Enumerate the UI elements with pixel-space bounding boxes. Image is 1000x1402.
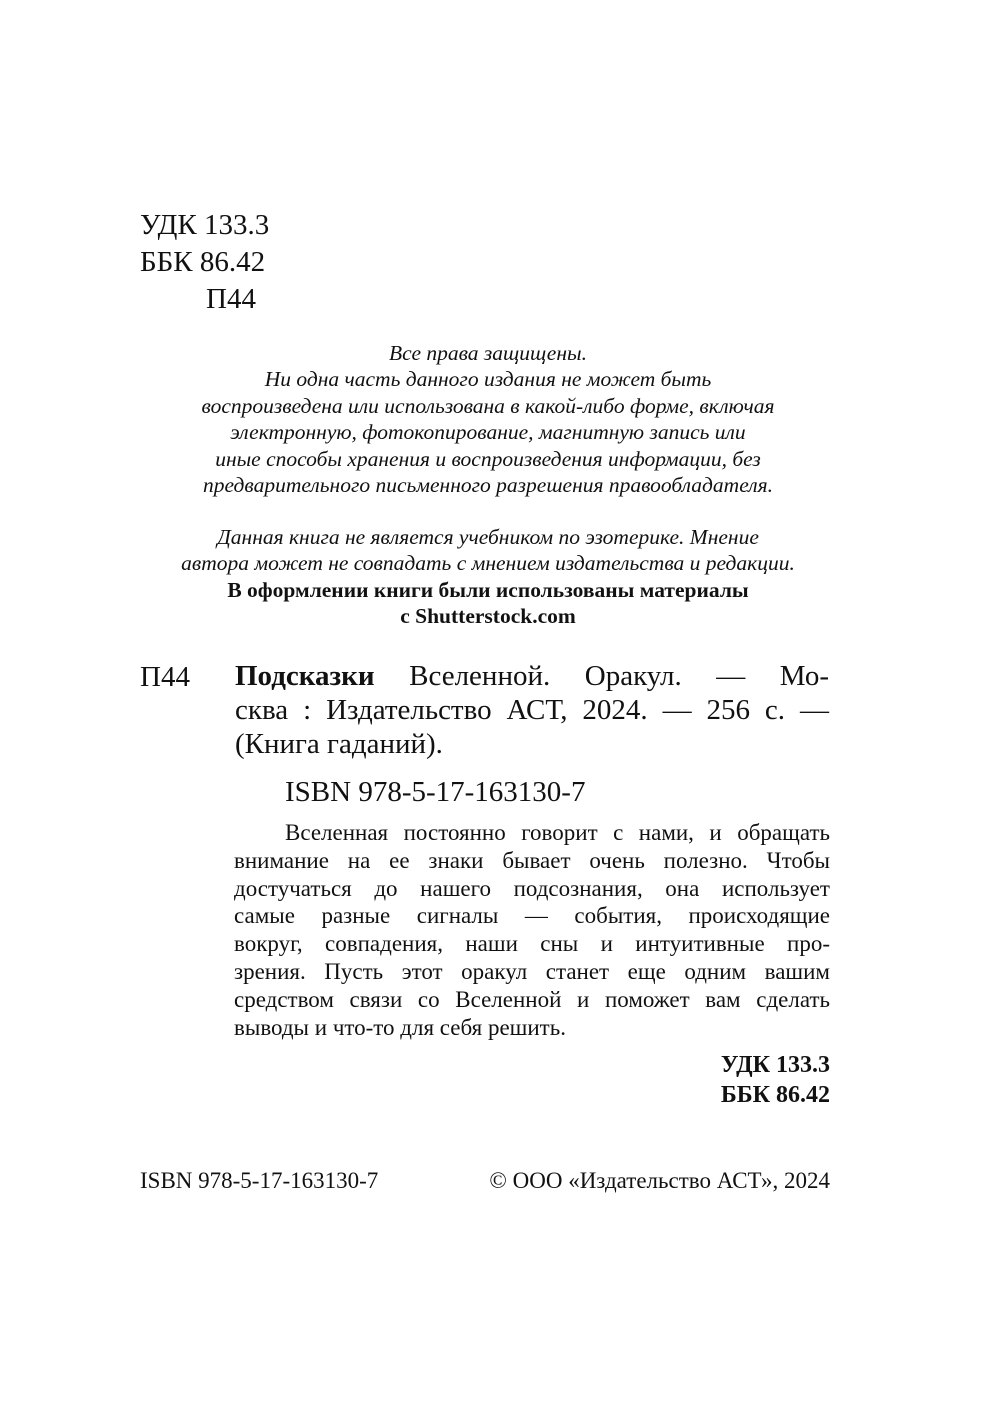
footer-copyright: © ООО «Издательство АСТ», 2024: [489, 1168, 830, 1193]
rights-line: воспроизведена или использована в какой-либо форме, включая: [201, 393, 775, 418]
rights-line: электронную, фотокопирование, магнитную запись или: [230, 420, 746, 445]
rights-notice: [138, 340, 838, 498]
annotation-line: зрения. Пусть этот оракул станет еще одним вашим: [234, 958, 830, 984]
title-line: сква : Издательство АСТ, 2024. — 256 с. —: [235, 694, 829, 726]
card-bbk: ББК 86.42: [720, 1082, 830, 1108]
rights-line: Все права защищены.: [389, 341, 587, 365]
credits-line: В оформлении книги были использованы материалы: [227, 577, 749, 602]
bbk-code: ББК 86.42: [140, 246, 266, 278]
annotation-line: выводы и что-то для себя решить.: [234, 1014, 566, 1040]
title-rest: Вселенной. Оракул. — Мо-: [374, 660, 829, 692]
card-author-mark: П44: [140, 661, 190, 693]
title-line: (Книга гаданий).: [235, 728, 443, 760]
annotation-line: средством связи со Вселенной и поможет вам сделать: [234, 986, 830, 1012]
rights-line: предварительного письменного разрешения правообладателя.: [203, 473, 773, 498]
annotation-line: достучаться до нашего подсознания, она использует: [234, 875, 830, 901]
annotation-line: внимание на ее знаки бывает очень полезно. Чтобы: [234, 847, 830, 873]
author-mark: П44: [206, 283, 256, 315]
card-classification: [721, 1050, 830, 1110]
disclaimer-line: Данная книга не является учебником по эзотерике. Мнение: [217, 525, 759, 549]
disclaimer-line: автора может не совпадать с мнением издательства и редакции.: [181, 551, 795, 576]
title-line: [235, 659, 829, 693]
rights-line: Ни одна часть данного издания не может быть: [264, 367, 712, 392]
rights-line: иные способы хранения и воспроизведения информации, без: [215, 446, 761, 471]
disclaimer: [138, 524, 838, 630]
footer-isbn: ISBN 978-5-17-163130-7: [140, 1168, 379, 1193]
annotation-line: самые разные сигналы — события, происходящие: [234, 903, 830, 929]
bibliographic-description: [235, 659, 829, 761]
annotation: [234, 819, 830, 1041]
annotation-line: вокруг, совпадения, наши сны и интуитивные про-: [234, 931, 830, 957]
credits-line: с Shutterstock.com: [400, 604, 576, 629]
udk-code: УДК 133.3: [140, 209, 270, 241]
annotation-line: Вселенная постоянно говорит с нами, и обращать: [285, 820, 830, 845]
title-bold: Подсказки: [235, 660, 375, 692]
isbn-card: ISBN 978-5-17-163130-7: [285, 776, 586, 808]
card-udk: УДК 133.3: [720, 1052, 830, 1078]
